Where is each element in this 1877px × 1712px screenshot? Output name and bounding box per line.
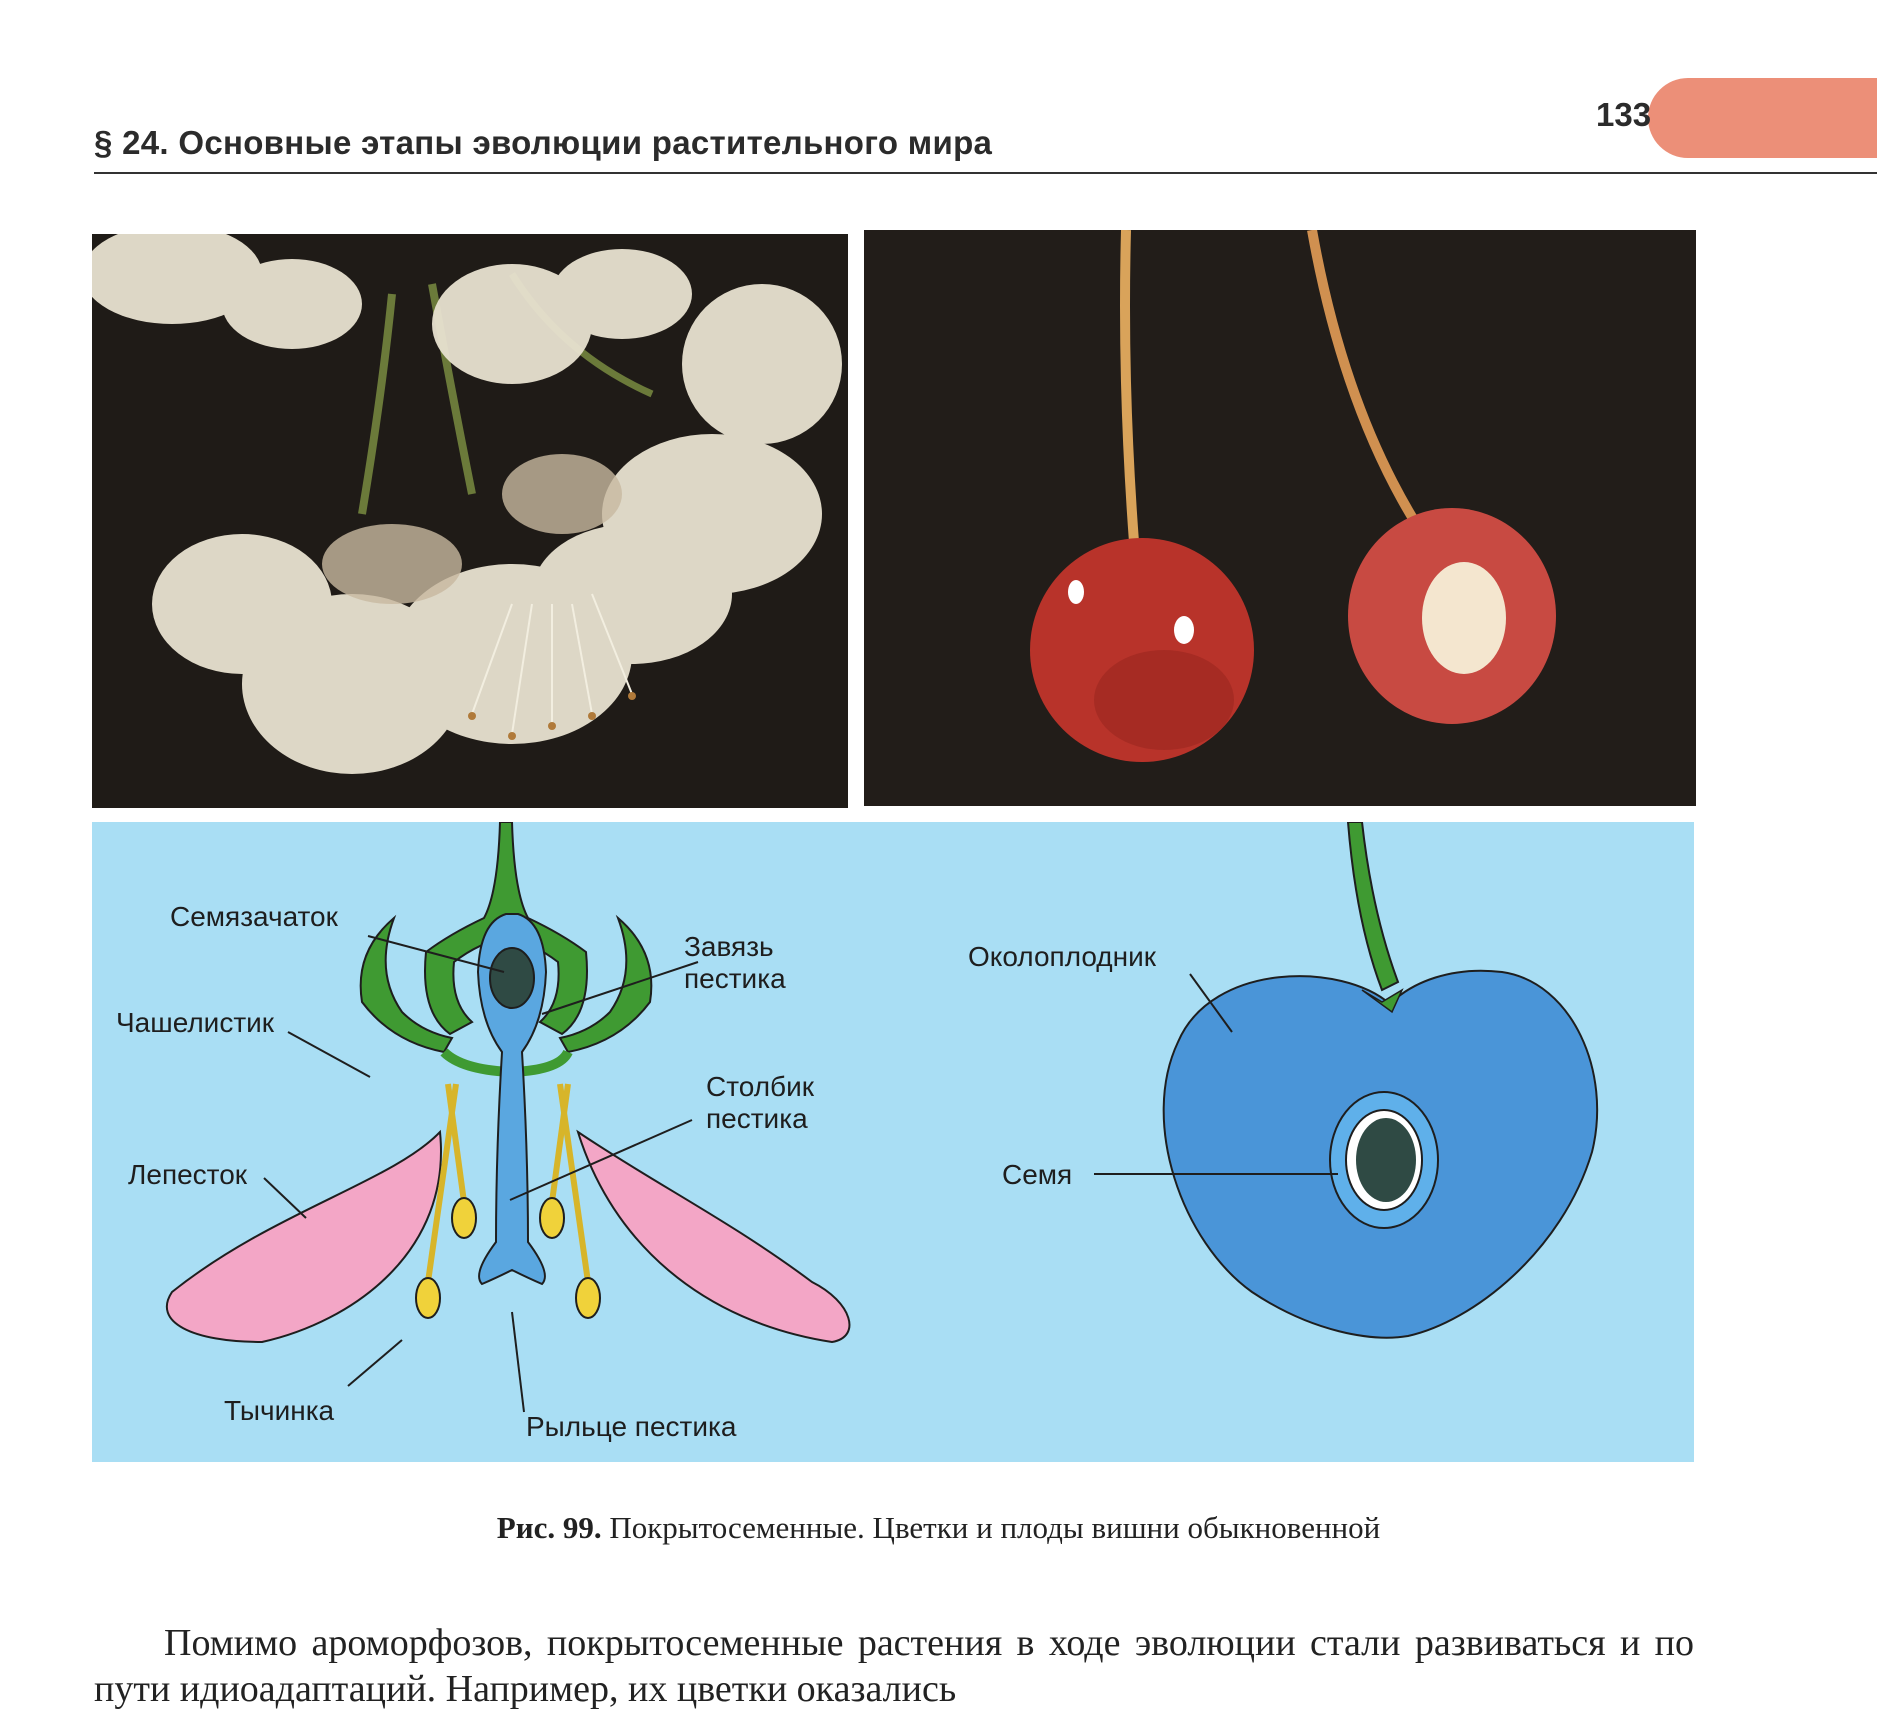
label-stigma: Рыльце пестика: [526, 1411, 737, 1442]
label-ovule: Семязачаток: [170, 901, 338, 932]
header-divider: [94, 172, 1877, 174]
label-sepal: Чашелистик: [116, 1007, 275, 1038]
flower-fruit-diagram: [92, 822, 1694, 1462]
stamen-anther: [576, 1278, 600, 1318]
stamen-anther: [452, 1198, 476, 1238]
stamen-anther: [540, 1198, 564, 1238]
page-tab-decoration: [1648, 78, 1877, 158]
label-style-2: пестика: [706, 1103, 808, 1134]
body-text: [94, 1620, 1694, 1712]
section-title: § 24. Основные этапы эволюции растительного мира: [94, 124, 993, 161]
label-petal: Лепесток: [128, 1159, 248, 1190]
cherry-blossom-photo: [92, 234, 848, 808]
label-style-1: Столбик: [706, 1071, 814, 1102]
figure-caption: [0, 1510, 1877, 1546]
cherry-fruit-photo: [864, 230, 1696, 806]
fruit-stem: [1348, 822, 1398, 990]
ovule: [490, 948, 534, 1008]
label-ovary-1: Завязь: [684, 931, 774, 962]
page-number: 133: [1596, 96, 1652, 133]
body-paragraph: Помимо ароморфозов, покрытосеменные растения в ходе эволюции стали развиваться и по пути идиоадаптаций. Например, их цветки оказались: [94, 1622, 1694, 1710]
label-pericarp: Околоплодник: [968, 941, 1156, 972]
label-ovary-2: пестика: [684, 963, 786, 994]
seed: [1356, 1118, 1416, 1202]
caption-number: Рис. 99.: [496, 1510, 602, 1545]
label-seed: Семя: [1002, 1159, 1073, 1190]
stamen-anther: [416, 1278, 440, 1318]
right-petal: [578, 1132, 849, 1342]
label-stamen: Тычинка: [224, 1395, 335, 1426]
caption-text: Покрытосеменные. Цветки и плоды вишни обыкновенной: [601, 1510, 1381, 1545]
